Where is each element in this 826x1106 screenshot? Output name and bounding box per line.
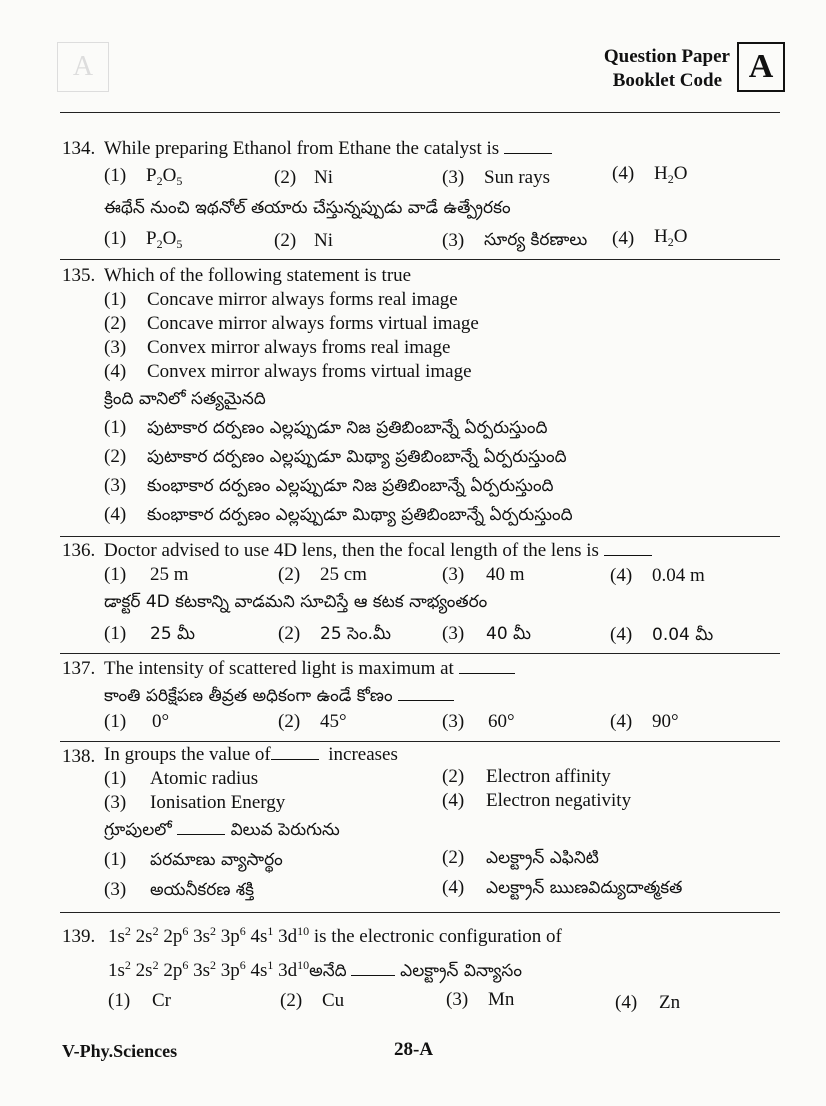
q134-opt4-num: (4) bbox=[612, 163, 635, 184]
q134-te-opt2: Ni bbox=[314, 230, 333, 251]
q139-opt1-num: (1) bbox=[108, 990, 131, 1011]
q138-te-opt1-num: (1) bbox=[104, 849, 127, 870]
rule-135-136 bbox=[60, 536, 780, 537]
q138-opt4: Electron negativity bbox=[486, 790, 632, 811]
q136-te-opt2-num: (2) bbox=[278, 623, 301, 644]
q136-te-opt3-num: (3) bbox=[442, 623, 465, 644]
q137-opt4-num: (4) bbox=[610, 711, 633, 732]
q136-te-opt4-num: (4) bbox=[610, 624, 633, 645]
q134-te-opt3-num: (3) bbox=[442, 230, 465, 251]
q139-opt4-num: (4) bbox=[615, 992, 638, 1013]
q134-te-opt4: $H_2O$ bbox=[654, 226, 688, 249]
q134-opt2-num: (2) bbox=[274, 167, 297, 188]
q134-opt3: Sun rays bbox=[484, 167, 550, 188]
booklet-code-box: A bbox=[737, 42, 785, 92]
q134-number: 134. bbox=[62, 138, 96, 159]
header-rule bbox=[60, 112, 780, 113]
q137-opt1: 0° bbox=[152, 711, 170, 732]
q138-opt2: Electron affinity bbox=[486, 766, 611, 787]
q135-opt2-num: (2) bbox=[104, 313, 127, 334]
q139-opt1: Cr bbox=[152, 990, 171, 1011]
q134-te-opt2-num: (2) bbox=[274, 230, 297, 251]
q135-te-opt2: పుటాకార దర్పణం ఎల్లప్పుడూ మిథ్యా ప్రతిబింబాన్నే ఏర్పరుస్తుంది bbox=[147, 447, 567, 467]
q135-te-opt1: పుటాకార దర్పణం ఎల్లప్పుడూ నిజ ప్రతిబింబాన్నే ఏర్పరుస్తుంది bbox=[147, 418, 548, 438]
q138-telugu-text: గ్రూపులలో విలువ పెరుగును bbox=[104, 820, 340, 840]
q135-te-opt1-num: (1) bbox=[104, 417, 127, 438]
q138-te-opt2-num: (2) bbox=[442, 847, 465, 868]
q136-telugu-text: డాక్టర్ 4D కటకాన్ని వాడమని సూచిస్తే ఆ కటక నాభ్యంతరం bbox=[104, 592, 488, 612]
q137-opt2: 45° bbox=[320, 711, 347, 732]
q138-te-opt4-num: (4) bbox=[442, 877, 465, 898]
q136-text: Doctor advised to use 4D lens, then the focal length of the lens is bbox=[104, 540, 652, 562]
header-question-paper: Question Paper bbox=[603, 46, 730, 67]
q135-opt4: Convex mirror always froms virtual image bbox=[147, 361, 472, 382]
q136-te-opt3: 40 మీ bbox=[486, 624, 532, 644]
q136-opt1-num: (1) bbox=[104, 564, 127, 585]
q134-telugu-text: ఈథేన్ నుంచి ఇథనోల్ తయారు చేస్తున్నప్పుడు వాడే ఉత్ప్రేరకం bbox=[104, 198, 511, 218]
q134-opt2: Ni bbox=[314, 167, 333, 188]
q136-opt2: 25 cm bbox=[320, 564, 367, 585]
q136-te-opt2: 25 సెం.మీ bbox=[320, 624, 391, 644]
q139-opt2-num: (2) bbox=[280, 990, 303, 1011]
q135-opt1-num: (1) bbox=[104, 289, 127, 310]
q136-te-opt1-num: (1) bbox=[104, 623, 127, 644]
q138-opt1: Atomic radius bbox=[150, 768, 259, 789]
q137-opt2-num: (2) bbox=[278, 711, 301, 732]
q139-opt3-num: (3) bbox=[446, 989, 469, 1010]
q137-number: 137. bbox=[62, 658, 96, 679]
q134-te-opt1: $P_2O_5$ bbox=[146, 228, 183, 251]
q138-te-opt4: ఎలక్ట్రాన్ ఋణవిద్యుదాత్మకత bbox=[486, 878, 683, 898]
q134-text: While preparing Ethanol from Ethane the catalyst is bbox=[104, 138, 552, 160]
q135-opt3: Convex mirror always froms real image bbox=[147, 337, 451, 358]
rule-136-137 bbox=[60, 653, 780, 654]
q135-te-opt2-num: (2) bbox=[104, 446, 127, 467]
q136-opt3-num: (3) bbox=[442, 564, 465, 585]
q137-opt3-num: (3) bbox=[442, 711, 465, 732]
q136-opt4: 0.04 m bbox=[652, 565, 705, 586]
q139-opt4: Zn bbox=[659, 992, 681, 1013]
q136-opt3: 40 m bbox=[486, 564, 525, 585]
q134-opt1-num: (1) bbox=[104, 165, 127, 186]
q134-te-opt1-num: (1) bbox=[104, 228, 127, 249]
q134-opt1: $P_2O_5$ bbox=[146, 165, 183, 188]
q135-text: Which of the following statement is true bbox=[104, 265, 412, 286]
q136-opt2-num: (2) bbox=[278, 564, 301, 585]
q138-te-opt2: ఎలక్ట్రాన్ ఎఫినిటి bbox=[486, 848, 599, 868]
q135-telugu-text: క్రింది వానిలో సత్యమైనది bbox=[104, 389, 266, 409]
q134-opt4: $H_2O$ bbox=[654, 163, 688, 186]
footer-subject: V-Phy.Sciences bbox=[62, 1041, 178, 1061]
q136-te-opt1: 25 మీ bbox=[150, 624, 196, 644]
q138-text: In groups the value of increases bbox=[104, 744, 398, 765]
q138-number: 138. bbox=[62, 746, 96, 767]
q138-te-opt3: అయనీకరణ శక్తి bbox=[150, 880, 255, 900]
q134-te-opt3: సూర్య కిరణాలు bbox=[484, 230, 588, 250]
q138-opt1-num: (1) bbox=[104, 768, 127, 789]
q135-opt4-num: (4) bbox=[104, 361, 127, 382]
footer-page-number: 28-A bbox=[394, 1039, 434, 1060]
rule-134-135 bbox=[60, 259, 780, 260]
q138-opt3: Ionisation Energy bbox=[150, 792, 286, 813]
q135-te-opt3-num: (3) bbox=[104, 475, 127, 496]
q139-opt3: Mn bbox=[488, 989, 515, 1010]
q135-number: 135. bbox=[62, 265, 96, 286]
q136-opt4-num: (4) bbox=[610, 565, 633, 586]
q139-number: 139. bbox=[62, 926, 96, 947]
q137-telugu-text: కాంతి పరిక్షేపణ తీవ్రత అధికంగా ఉండే కోణం bbox=[104, 686, 454, 710]
q135-te-opt3: కుంభాకార దర్పణం ఎల్లప్పుడూ నిజ ప్రతిబింబాన్నే ఏర్పరుస్తుంది bbox=[147, 476, 554, 496]
q138-opt3-num: (3) bbox=[104, 792, 127, 813]
q138-te-opt1: పరమాణు వ్యాసార్థం bbox=[150, 850, 283, 870]
q134-opt3-num: (3) bbox=[442, 167, 465, 188]
q135-opt3-num: (3) bbox=[104, 337, 127, 358]
q136-opt1: 25 m bbox=[150, 564, 189, 585]
q135-te-opt4-num: (4) bbox=[104, 504, 127, 525]
q137-opt3: 60° bbox=[488, 711, 515, 732]
q139-text: $1s^2$ $2s^2$ $2p^6$ $3s^2$ $3p^6$ $4s^1$ $3d^{10}$ is the electronic configuration of bbox=[108, 924, 562, 947]
q136-te-opt4: 0.04 మీ bbox=[652, 625, 714, 645]
q137-opt1-num: (1) bbox=[104, 711, 127, 732]
q137-text: The intensity of scattered light is maximum at bbox=[104, 658, 515, 680]
q138-opt4-num: (4) bbox=[442, 790, 465, 811]
rule-138-139 bbox=[60, 912, 780, 913]
bleed-through-code-box: A bbox=[57, 42, 109, 92]
rule-137-138 bbox=[60, 741, 780, 742]
q138-te-opt3-num: (3) bbox=[104, 879, 127, 900]
q135-te-opt4: కుంభాకార దర్పణం ఎల్లప్పుడూ మిథ్యా ప్రతిబింబాన్నే ఏర్పరుస్తుంది bbox=[147, 505, 573, 525]
q135-opt2: Concave mirror always forms virtual image bbox=[147, 313, 479, 334]
q136-number: 136. bbox=[62, 540, 96, 561]
q139-opt2: Cu bbox=[322, 990, 345, 1011]
header-booklet-code: Booklet Code bbox=[612, 70, 722, 91]
q134-te-opt4-num: (4) bbox=[612, 228, 635, 249]
q139-telugu-text: $1s^2$ $2s^2$ $2p^6$ $3s^2$ $3p^6$ $4s^1$ $3d^{10}అనేది$ ఎలక్ట్రాన్ విన్యాసం bbox=[108, 958, 522, 981]
q138-opt2-num: (2) bbox=[442, 766, 465, 787]
q137-opt4: 90° bbox=[652, 711, 679, 732]
q135-opt1: Concave mirror always forms real image bbox=[147, 289, 458, 310]
